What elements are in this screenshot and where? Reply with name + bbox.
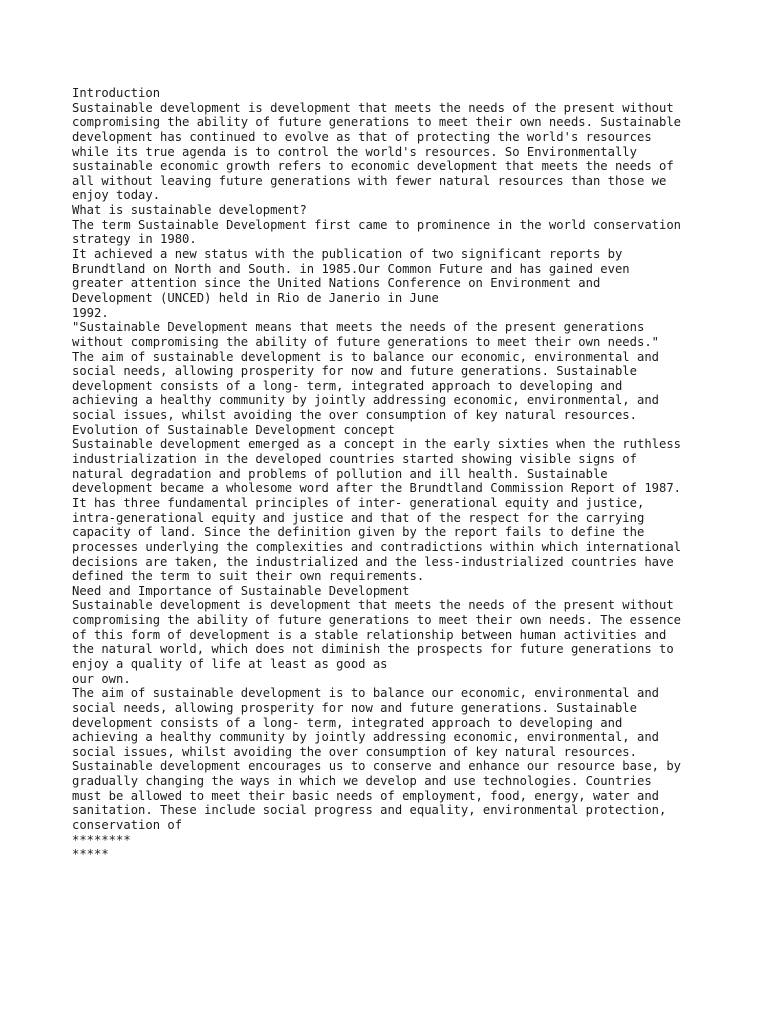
text-line: without compromising the ability of future generations to meet their own needs." (72, 334, 659, 349)
text-line: social issues, whilst avoiding the over consumption of key natural resources. (72, 744, 637, 759)
text-line: What is sustainable development? (72, 203, 307, 218)
text-line: capacity of land. Since the definition given by the report fails to define the (72, 525, 645, 540)
text-line: Development (UNCED) held in Rio de Janerio in June (72, 290, 439, 305)
text-line: strategy in 1980. (72, 232, 197, 247)
document-body (72, 86, 732, 862)
text-line: development consists of a long- term, integrated approach to developing and (72, 378, 623, 393)
text-line: ***** (72, 847, 109, 862)
text-line: achieving a healthy community by jointly addressing economic, environmental, and (72, 393, 659, 408)
text-line: development consists of a long- term, integrated approach to developing and (72, 715, 623, 730)
text-line: decisions are taken, the industrialized and the less-industrialized countries have (72, 554, 674, 569)
text-line: achieving a healthy community by jointly addressing economic, environmental, and (72, 730, 659, 745)
text-line: compromising the ability of future generations to meet their own needs. The essence (72, 613, 682, 628)
text-line: social needs, allowing prosperity for now and future generations. Sustainable (72, 364, 637, 379)
text-line: gradually changing the ways in which we develop and use technologies. Countries (72, 774, 652, 789)
text-line: our own. (72, 671, 131, 686)
text-line: Evolution of Sustainable Development concept (72, 422, 395, 437)
text-line: sanitation. These include social progress and equality, environmental protection, (72, 803, 667, 818)
text-line: Sustainable development is development that meets the needs of the present without (72, 598, 674, 613)
text-line: Need and Importance of Sustainable Development (72, 583, 410, 598)
text-line: development has continued to evolve as that of protecting the world's resources (72, 129, 652, 144)
text-line: "Sustainable Development means that meets the needs of the present generations (72, 320, 645, 335)
text-line: while its true agenda is to control the world's resources. So Environmentally (72, 144, 637, 159)
text-line: sustainable economic growth refers to economic development that meets the needs of (72, 159, 674, 174)
text-line: Sustainable development encourages us to conserve and enhance our resource base, by (72, 759, 682, 774)
text-line: development became a wholesome word after the Brundtland Commission Report of 1987. (72, 481, 682, 496)
text-line: The aim of sustainable development is to balance our economic, environmental and (72, 349, 659, 364)
text-line: The term Sustainable Development first came to prominence in the world conservation (72, 217, 682, 232)
text-line: processes underlying the complexities and contradictions within which international (72, 539, 682, 554)
text-line: intra-generational equity and justice and that of the respect for the carrying (72, 510, 645, 525)
text-line: enjoy today. (72, 188, 161, 203)
text-line: 1992. (72, 305, 109, 320)
text-line: Brundtland on North and South. in 1985.Our Common Future and has gained even (72, 261, 630, 276)
text-line: It achieved a new status with the publication of two significant reports by (72, 247, 623, 262)
text-line: of this form of development is a stable relationship between human activities and (72, 627, 667, 642)
text-line: The aim of sustainable development is to balance our economic, environmental and (72, 686, 659, 701)
text-line: compromising the ability of future generations to meet their own needs. Sustainable (72, 115, 682, 130)
text-line: the natural world, which does not diminish the prospects for future generations to (72, 642, 674, 657)
text-line: all without leaving future generations with fewer natural resources than those we (72, 173, 667, 188)
text-line: Sustainable development is development that meets the needs of the present without (72, 100, 674, 115)
text-line: ******** (72, 832, 131, 847)
text-line: social issues, whilst avoiding the over consumption of key natural resources. (72, 408, 637, 423)
text-line: natural degradation and problems of pollution and ill health. Sustainable (72, 466, 608, 481)
text-line: greater attention since the United Nations Conference on Environment and (72, 276, 601, 291)
text-line: Introduction (72, 86, 161, 100)
text-line: defined the term to suit their own requirements. (72, 569, 425, 584)
text-line: conservation of (72, 818, 183, 833)
text-line: It has three fundamental principles of inter- generational equity and justice, (72, 495, 645, 510)
text-line: enjoy a quality of life at least as good as (72, 656, 388, 671)
text-line: industrialization in the developed countries started showing visible signs of (72, 452, 637, 467)
text-line: Sustainable development emerged as a concept in the early sixties when the ruthless (72, 437, 682, 452)
text-line: must be allowed to meet their basic needs of employment, food, energy, water and (72, 788, 659, 803)
text-line: social needs, allowing prosperity for now and future generations. Sustainable (72, 700, 637, 715)
